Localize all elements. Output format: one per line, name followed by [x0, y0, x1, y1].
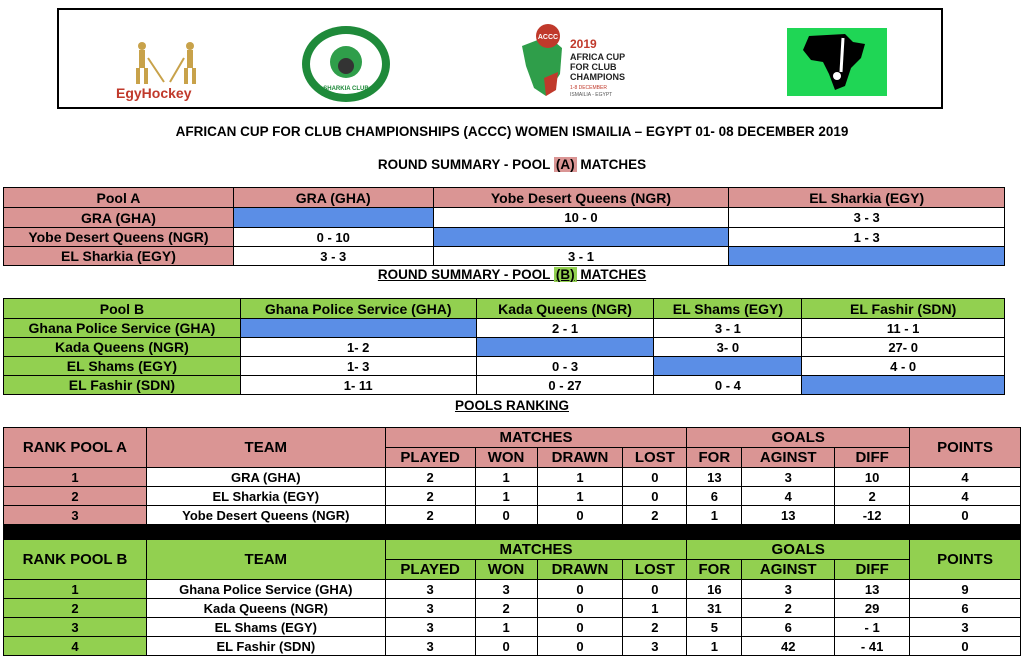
stat-cell: 1 — [475, 487, 537, 506]
score-cell: 1- 3 — [240, 357, 476, 376]
logo-banner — [57, 8, 943, 109]
stat-cell: 1 — [687, 506, 742, 525]
rank-cell: 1 — [4, 580, 147, 599]
table-row — [4, 319, 1005, 338]
stat-cell: 3 — [385, 637, 475, 656]
team-cell: GRA (GHA) — [146, 468, 385, 487]
score-cell: 27- 0 — [802, 338, 1005, 357]
sharkia-text: SHARKIA CLUB — [323, 86, 369, 92]
lost-header: LOST — [623, 560, 687, 580]
stat-cell: 6 — [742, 618, 835, 637]
stat-cell: 2 — [385, 468, 475, 487]
stat-cell: 29 — [835, 599, 910, 618]
stat-cell: 3 — [623, 637, 687, 656]
stat-cell: 1 — [623, 599, 687, 618]
stat-cell: 0 — [475, 637, 537, 656]
pool-b-summary-table — [3, 298, 1005, 395]
rank-cell: 2 — [4, 599, 147, 618]
pool-a-title-post: MATCHES — [576, 157, 647, 172]
pool-a-row-team: Yobe Desert Queens (NGR) — [4, 228, 234, 247]
stat-cell: 0 — [623, 468, 687, 487]
pool-b-row-team: Kada Queens (NGR) — [4, 338, 241, 357]
table-row — [4, 338, 1005, 357]
stat-cell: 0 — [475, 506, 537, 525]
score-cell — [729, 247, 1005, 266]
stat-cell: 2 — [385, 506, 475, 525]
pool-a-col-team: EL Sharkia (EGY) — [729, 188, 1005, 208]
stat-cell: 3 — [742, 580, 835, 599]
pool-a-row-team: GRA (GHA) — [4, 208, 234, 228]
pool-b-col-team: EL Fashir (SDN) — [802, 299, 1005, 319]
diff-header: DIFF — [835, 560, 910, 580]
egyhockey-text: EgyHockey — [116, 85, 192, 101]
stat-cell: 6 — [910, 599, 1021, 618]
rank-cell: 1 — [4, 468, 147, 487]
score-cell: 1- 11 — [240, 376, 476, 395]
goals-header: GOALS — [687, 428, 910, 448]
pool-b-col-team: EL Shams (EGY) — [654, 299, 802, 319]
score-cell: 0 - 4 — [654, 376, 802, 395]
stat-cell: 2 — [385, 487, 475, 506]
stat-cell: 2 — [623, 618, 687, 637]
pool-b-title-pre: ROUND SUMMARY - POOL — [377, 267, 554, 282]
rank-cell: 2 — [4, 487, 147, 506]
pools-ranking-title: POOLS RANKING — [454, 398, 569, 413]
accc-badge-text: ACCC — [537, 34, 559, 41]
stat-cell: 10 — [835, 468, 910, 487]
team-cell: Yobe Desert Queens (NGR) — [146, 506, 385, 525]
stat-cell: 16 — [687, 580, 742, 599]
table-row — [4, 637, 1021, 656]
stat-cell: 1 — [537, 468, 623, 487]
score-cell: 2 - 1 — [476, 319, 654, 338]
stat-cell: 5 — [687, 618, 742, 637]
stat-cell: 3 — [385, 599, 475, 618]
table-row — [4, 357, 1005, 376]
pool-b-summary-title — [0, 267, 1024, 282]
stat-cell: 0 — [623, 487, 687, 506]
stat-cell: 13 — [742, 506, 835, 525]
table-row — [4, 487, 1021, 506]
team-cell: Ghana Police Service (GHA) — [146, 580, 385, 599]
accc-line3: CHAMPIONS — [570, 72, 626, 82]
table-row — [4, 506, 1021, 525]
stat-cell: 3 — [475, 580, 537, 599]
separator-bar — [4, 525, 1021, 540]
pool-a-col-team: GRA (GHA) — [233, 188, 433, 208]
score-cell: 0 - 3 — [476, 357, 654, 376]
team-cell: Kada Queens (NGR) — [146, 599, 385, 618]
stat-cell: 2 — [835, 487, 910, 506]
matches-header: MATCHES — [385, 428, 687, 448]
stat-cell: 0 — [910, 506, 1021, 525]
score-cell — [433, 228, 729, 247]
table-row — [4, 468, 1021, 487]
for-header: FOR — [687, 448, 742, 468]
score-cell: 3 - 3 — [729, 208, 1005, 228]
pool-a-summary-title — [0, 157, 1024, 172]
diff-header: DIFF — [835, 448, 910, 468]
pool-a-row-team: EL Sharkia (EGY) — [4, 247, 234, 266]
pool-a-title-pre: ROUND SUMMARY - POOL — [377, 157, 554, 172]
pool-b-row-team: EL Fashir (SDN) — [4, 376, 241, 395]
drawn-header: DRAWN — [537, 560, 623, 580]
rank-cell: 3 — [4, 506, 147, 525]
pool-b-row-team: EL Shams (EGY) — [4, 357, 241, 376]
table-row — [4, 376, 1005, 395]
score-cell — [233, 208, 433, 228]
accc-line2: FOR CLUB — [570, 62, 617, 72]
stat-cell: 31 — [687, 599, 742, 618]
stat-cell: 1 — [537, 487, 623, 506]
separator-row — [4, 525, 1021, 540]
stat-cell: 9 — [910, 580, 1021, 599]
table-row — [4, 228, 1005, 247]
pool-b-title-post: MATCHES — [576, 267, 647, 282]
rank-pool-a-header: RANK POOL A — [4, 428, 147, 468]
table-row — [4, 247, 1005, 266]
against-header: AGINST — [742, 448, 835, 468]
stat-cell: 3 — [742, 468, 835, 487]
table-row — [4, 618, 1021, 637]
stat-cell: 3 — [385, 618, 475, 637]
score-cell — [476, 338, 654, 357]
team-header: TEAM — [146, 428, 385, 468]
played-header: PLAYED — [385, 448, 475, 468]
team-cell: EL Shams (EGY) — [146, 618, 385, 637]
stat-cell: 4 — [742, 487, 835, 506]
pool-b-col-team: Ghana Police Service (GHA) — [240, 299, 476, 319]
stat-cell: 2 — [742, 599, 835, 618]
accc-dates: 1-8 DECEMBER — [570, 85, 607, 91]
score-cell: 4 - 0 — [802, 357, 1005, 376]
stat-cell: 3 — [385, 580, 475, 599]
team-header: TEAM — [146, 540, 385, 580]
stat-cell: 0 — [537, 506, 623, 525]
accc-line1: AFRICA CUP — [570, 52, 626, 62]
stat-cell: 2 — [623, 506, 687, 525]
stat-cell: 0 — [537, 618, 623, 637]
score-cell — [654, 357, 802, 376]
stat-cell: 0 — [623, 580, 687, 599]
score-cell: 3 - 1 — [433, 247, 729, 266]
table-row — [4, 580, 1021, 599]
rank-cell: 4 — [4, 637, 147, 656]
stat-cell: 1 — [475, 618, 537, 637]
accc-logo — [514, 18, 649, 102]
stat-cell: 4 — [910, 487, 1021, 506]
score-cell: 3 - 1 — [654, 319, 802, 338]
stat-cell: - 41 — [835, 637, 910, 656]
accc-place: ISMAILIA - EGYPT — [570, 92, 613, 98]
won-header: WON — [475, 560, 537, 580]
team-cell: EL Fashir (SDN) — [146, 637, 385, 656]
score-cell: 3- 0 — [654, 338, 802, 357]
stat-cell: 0 — [537, 580, 623, 599]
africa-hockey-logo — [787, 28, 887, 96]
pool-b-row-team: Ghana Police Service (GHA) — [4, 319, 241, 338]
egyhockey-logo — [114, 38, 224, 102]
against-header: AGINST — [742, 560, 835, 580]
stat-cell: -12 — [835, 506, 910, 525]
stat-cell: 6 — [687, 487, 742, 506]
page-title: AFRICAN CUP FOR CLUB CHAMPIONSHIPS (ACCC) WOMEN ISMAILIA – EGYPT 01- 08 DECEMBER 2019 — [175, 124, 849, 139]
table-row — [4, 208, 1005, 228]
rank-cell: 3 — [4, 618, 147, 637]
won-header: WON — [475, 448, 537, 468]
points-header: POINTS — [910, 428, 1021, 468]
pool-a-col-team: Yobe Desert Queens (NGR) — [433, 188, 729, 208]
points-header: POINTS — [910, 540, 1021, 580]
score-cell: 1- 2 — [240, 338, 476, 357]
stat-cell: 2 — [475, 599, 537, 618]
stat-cell: - 1 — [835, 618, 910, 637]
drawn-header: DRAWN — [537, 448, 623, 468]
rank-pool-b-header: RANK POOL B — [4, 540, 147, 580]
stat-cell: 3 — [910, 618, 1021, 637]
stat-cell: 4 — [910, 468, 1021, 487]
score-cell — [802, 376, 1005, 395]
sharkia-club-logo — [299, 24, 394, 104]
stat-cell: 42 — [742, 637, 835, 656]
score-cell: 10 - 0 — [433, 208, 729, 228]
pools-ranking-table — [3, 427, 1021, 656]
pool-a-corner: Pool A — [4, 188, 234, 208]
stat-cell: 0 — [537, 599, 623, 618]
goals-header: GOALS — [687, 540, 910, 560]
team-cell: EL Sharkia (EGY) — [146, 487, 385, 506]
score-cell: 3 - 3 — [233, 247, 433, 266]
pool-b-tag: (B) — [555, 267, 575, 282]
stat-cell: 0 — [910, 637, 1021, 656]
table-row — [4, 599, 1021, 618]
score-cell: 11 - 1 — [802, 319, 1005, 338]
lost-header: LOST — [623, 448, 687, 468]
stat-cell: 1 — [687, 637, 742, 656]
pool-a-tag: (A) — [555, 157, 575, 172]
stat-cell: 0 — [537, 637, 623, 656]
pool-b-col-team: Kada Queens (NGR) — [476, 299, 654, 319]
pool-a-summary-table — [3, 187, 1005, 266]
for-header: FOR — [687, 560, 742, 580]
accc-year: 2019 — [570, 37, 597, 51]
matches-header: MATCHES — [385, 540, 687, 560]
score-cell: 1 - 3 — [729, 228, 1005, 247]
played-header: PLAYED — [385, 560, 475, 580]
stat-cell: 13 — [687, 468, 742, 487]
score-cell: 0 - 27 — [476, 376, 654, 395]
stat-cell: 1 — [475, 468, 537, 487]
stat-cell: 13 — [835, 580, 910, 599]
score-cell: 0 - 10 — [233, 228, 433, 247]
pool-b-corner: Pool B — [4, 299, 241, 319]
score-cell — [240, 319, 476, 338]
